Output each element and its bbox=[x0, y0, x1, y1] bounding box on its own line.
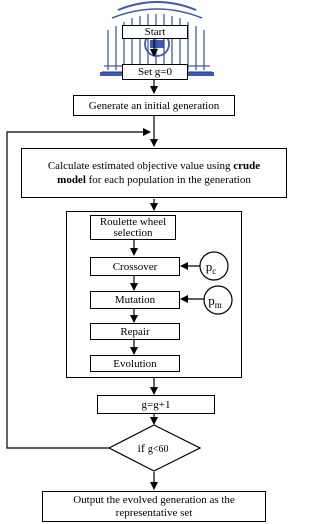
repair-label: Repair bbox=[120, 325, 150, 338]
pm-label: $p_m$ bbox=[208, 293, 222, 310]
generate-box bbox=[73, 95, 235, 116]
output-box bbox=[42, 491, 266, 522]
mutation-label: Mutation bbox=[114, 294, 156, 306]
decision-label: if g<60 bbox=[137, 441, 169, 455]
set-g-box bbox=[122, 64, 188, 80]
mutation-box bbox=[90, 291, 180, 309]
start-label: Start bbox=[144, 26, 166, 38]
set-g-label: Set g=0 bbox=[137, 66, 172, 78]
increment-label: g=g+1 bbox=[141, 398, 171, 411]
crossover-box bbox=[90, 257, 180, 276]
roulette-box bbox=[90, 215, 176, 240]
output-label: Output the evolved generation as the representative set bbox=[73, 493, 235, 519]
pc-label: $p_c$ bbox=[205, 259, 217, 276]
calculate-label: Calculate estimated objective value using crude model for each population in the generation bbox=[47, 160, 261, 186]
crossover-label: Crossover bbox=[112, 260, 158, 273]
calculate-box bbox=[21, 148, 287, 198]
increment-box bbox=[97, 395, 215, 414]
evolution-box bbox=[90, 355, 180, 372]
start-box bbox=[122, 25, 188, 39]
repair-box bbox=[90, 323, 180, 340]
generate-label: Generate an initial generation bbox=[88, 99, 220, 112]
evolution-label: Evolution bbox=[113, 357, 157, 370]
roulette-label: Roulette wheel selection bbox=[99, 215, 167, 239]
